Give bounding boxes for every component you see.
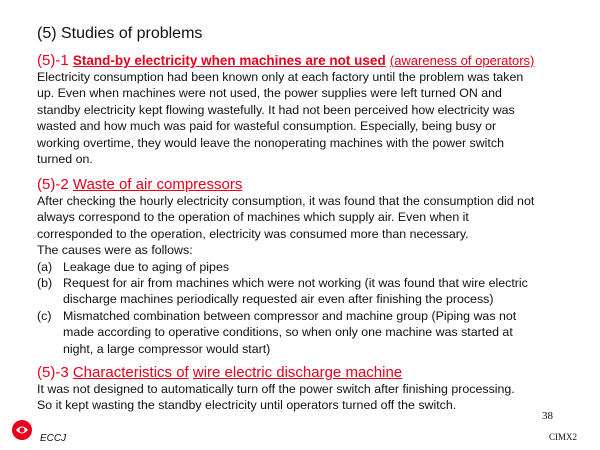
body-line: So it kept wasting the standby electricity until operators turned off the switch. bbox=[37, 398, 457, 413]
section-number: (5)-3 bbox=[37, 364, 69, 381]
section-number: (5)-1 bbox=[37, 52, 69, 69]
list-item-line: Mismatched combination between compressor and machine group (Piping was not bbox=[63, 308, 517, 323]
body-line: corresponded to the operation, electricity was consumed more than necessary. bbox=[37, 226, 469, 241]
list-item-line: night, a large compressor would start) bbox=[63, 341, 271, 356]
section-wire-edm-characteristics bbox=[37, 364, 587, 414]
body-line: standby electricity kept flowing wastefully. It had not been perceived how electricity was bbox=[37, 102, 515, 117]
list-marker: (b) bbox=[37, 276, 53, 291]
section-title: Characteristics of bbox=[72, 364, 189, 381]
section-heading bbox=[37, 364, 587, 381]
section-subtitle: (awareness of operators) bbox=[389, 53, 535, 68]
list-item-line: Request for air from machines which were not working (it was found that wire electric bbox=[63, 276, 528, 291]
body-line: up. Even when machines were not used, the power supplies were left turned ON and bbox=[37, 86, 502, 101]
eccj-logo-icon bbox=[8, 417, 40, 443]
body-line: The causes were as follows: bbox=[37, 243, 193, 258]
list-item bbox=[37, 308, 587, 357]
section-air-compressors bbox=[37, 176, 587, 357]
body-line: After checking the hourly electricity consumption, it was found that the consumption did not bbox=[37, 194, 535, 208]
list-item-line: made according to operative conditions, so when only one machine was started at bbox=[63, 325, 513, 340]
list-item bbox=[37, 259, 587, 275]
section-title-highlight: wire electric discharge machine bbox=[192, 364, 403, 381]
section-heading bbox=[37, 176, 587, 193]
body-line: Electricity consumption had been known only at each factory until the problem was taken bbox=[37, 70, 524, 84]
logo-text: ECCJ bbox=[40, 433, 67, 444]
section-heading bbox=[37, 52, 587, 69]
list-item-line: Leakage due to aging of pipes bbox=[63, 259, 230, 274]
section-body bbox=[37, 381, 587, 414]
list-marker: (a) bbox=[37, 259, 53, 274]
footer-code: CIMX2 bbox=[549, 432, 578, 442]
section-title: Stand-by electricity when machines are not used bbox=[72, 53, 386, 68]
section-standby-electricity bbox=[37, 52, 587, 167]
section-title: Waste of air compressors bbox=[72, 176, 243, 193]
body-line: turned on. bbox=[37, 152, 93, 167]
section-body bbox=[37, 69, 587, 167]
list-marker: (c) bbox=[37, 308, 52, 323]
body-line: wasted and how much was paid for wasteful consumption. Especially, being busy or bbox=[37, 119, 497, 134]
list-item-line: discharge machines periodically requested air even after finishing the process) bbox=[63, 292, 494, 307]
page-number: 38 bbox=[542, 410, 553, 422]
body-line: It was not designed to automatically turn off the power switch after finishing processing. bbox=[37, 382, 515, 396]
body-line: always correspond to the operation of machines which supply air. Even when it bbox=[37, 210, 469, 225]
section-body bbox=[37, 193, 587, 357]
body-line: working overtime, they would leave the nonoperating machines with the power switch bbox=[37, 135, 504, 150]
slide-title: (5) Studies of problems bbox=[37, 25, 203, 42]
section-number: (5)-2 bbox=[37, 176, 69, 193]
list-item bbox=[37, 275, 587, 308]
